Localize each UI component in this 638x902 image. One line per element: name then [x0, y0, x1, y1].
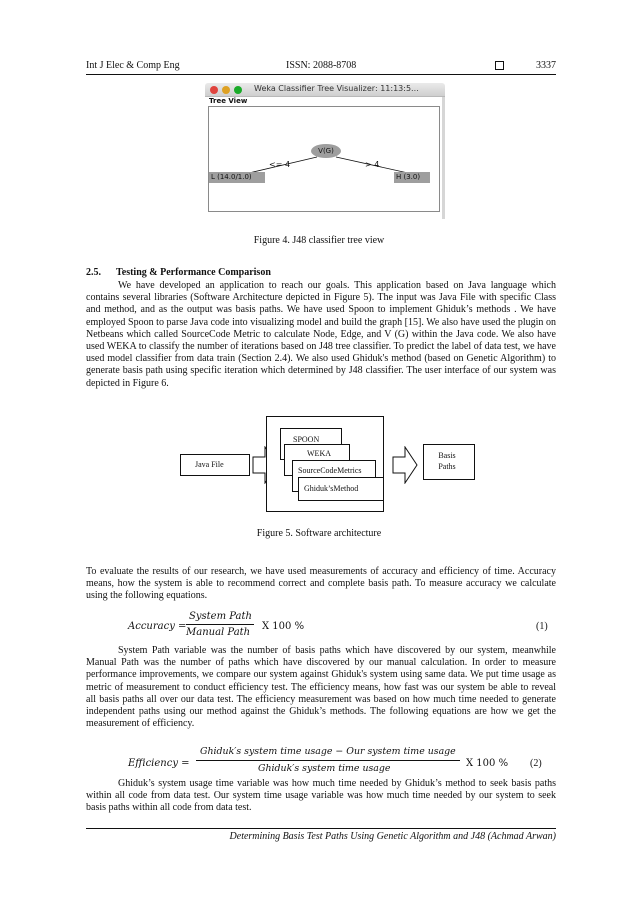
- eq1-lhs: Accuracy =: [128, 621, 187, 632]
- figure-5-caption: Figure 5. Software architecture: [256, 528, 382, 539]
- eq2-fraction-bar: [196, 760, 460, 761]
- section-heading: [86, 267, 271, 278]
- eq1-fraction-bar: [186, 624, 254, 625]
- section-paragraph: We have developed an application to reach our goals. This application based on Java language which contains several libraries (Software Architecture depicted in Figure 5). The input was Java File with specific Class and method, and as the output was basis paths. We have used Spoon to implement Ghiduk’s methods . We have employed Spoon to parse Java code into visualizing model and build the graph [15]. We also have used the plugin on Netbeans which called SourceCode Metric to calculate Node, Edge, and V (G) within the Java code. We also have used WEKA to classify the number of iterations based on J48 tree classifier. To predict the label of data test, we have used model classifier from data train (Section 2.4). We also used Ghiduk's method (based on Genetic Algorithm) to generate basis path using specific iteration which determined by J48 classifier. The user interface of our system was depicted in Figure 6.: [86, 280, 556, 389]
- tree-leaf-left: L (14.0/1.0): [209, 172, 265, 183]
- footer-rule: [86, 828, 556, 829]
- java-file-label: Java File: [195, 460, 224, 469]
- ghiduk-method-box: [298, 477, 384, 501]
- eq1-numerator: System Path: [189, 611, 252, 622]
- section-title: Testing & Performance Comparison: [116, 267, 271, 278]
- arrow-right-icon: [392, 446, 418, 484]
- section-number: 2.5.: [86, 267, 101, 278]
- eq2-numerator: Ghiduk′s system time usage − Our system time usage: [200, 746, 456, 757]
- weka-label: WEKA: [307, 449, 331, 458]
- basis-paths-label: Basis Paths: [438, 451, 456, 471]
- tree-root-node: V(G): [311, 144, 341, 158]
- basis-paths-box: [423, 444, 475, 480]
- checkbox-square-icon: [495, 61, 504, 70]
- window-title: Weka Classifier Tree Visualizer: 11:13:5...: [254, 84, 419, 93]
- spoon-label: SPOON: [293, 435, 320, 444]
- evaluation-paragraph: To evaluate the results of our research, we have used measurements of accuracy and efficiency of time. Accuracy means, how the system is able to recommend correct and complete basis path. To measure accuracy we calculate using the following equations.: [86, 566, 556, 602]
- software-architecture-diagram: [180, 416, 480, 516]
- eq2-denominator: Ghiduk′s system time usage: [258, 763, 391, 774]
- eq2-lhs: Efficiency =: [128, 758, 190, 769]
- issn: ISSN: 2088-8708: [286, 60, 357, 71]
- weka-tree-visualizer-window: [205, 83, 445, 219]
- left-edge-label: <= 4: [269, 160, 291, 169]
- eq2-number: (2): [530, 758, 542, 769]
- header-rule: [86, 74, 556, 75]
- right-edge-label: > 4: [365, 160, 380, 169]
- tree-view-label: Tree View: [209, 97, 248, 105]
- system-path-paragraph: System Path variable was the number of basis paths which have discovered by our system, meanwhile Manual Path was the number of paths which have discovered by our manual calculation. In order to measure performance improvements, we compare our system against Ghiduk's system using same data. We put time usage as metric of measurement to conduct efficiency test. The efficiency means, how fast was our system be able to reveal all basis paths all over our data test. The efficiency measurement was based on how much time needed to generate independent paths using our method against the Ghiduk’s methods. The following equations are how we get the measurement of efficiency.: [86, 645, 556, 730]
- eq1-rhs: X 100 %: [262, 621, 305, 632]
- journal-name: Int J Elec & Comp Eng: [86, 60, 180, 71]
- ghiduk-paragraph: Ghiduk’s system usage time variable was how much time needed by Ghiduk’s method to seek basis paths within all code from data test. Our system time usage variable was how much time needed by our system to seek basis paths within all code from data test.: [86, 778, 556, 814]
- eq1-number: (1): [536, 621, 548, 632]
- tree-leaf-right: H (3.0): [394, 172, 430, 183]
- eq1-denominator: Manual Path: [186, 627, 251, 638]
- running-footer: Determining Basis Test Paths Using Genetic Algorithm and J48 (Achmad Arwan): [229, 831, 556, 842]
- ghiduk-method-label: Ghiduk’sMethod: [304, 484, 359, 493]
- eq2-rhs: X 100 %: [466, 758, 509, 769]
- page-number: 3337: [536, 60, 556, 71]
- java-file-box: [180, 454, 250, 476]
- sourcecodemetrics-label: SourceCodeMetrics: [298, 466, 362, 475]
- figure-4-caption: Figure 4. J48 classifier tree view: [253, 235, 385, 246]
